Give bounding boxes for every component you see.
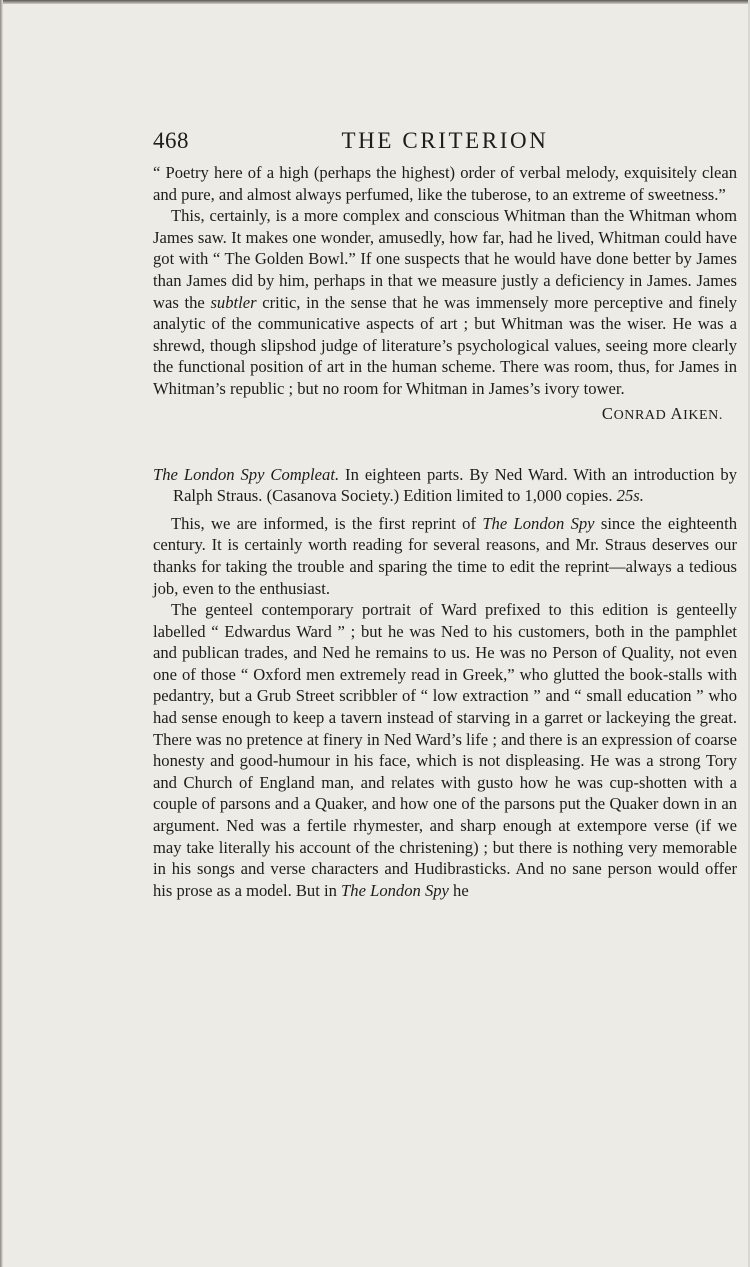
quotation-paragraph: “ Poetry here of a high (perhaps the highest) order of verbal melody, exquisitely clean and pure, and almost always perfumed, like the tuberose, to an extreme of sweetness.” [153, 163, 737, 204]
section-gap [153, 430, 737, 464]
page-top-edge [0, 0, 750, 4]
signature-initial: C [601, 403, 614, 423]
italic-title: The London Spy [341, 880, 449, 900]
signature-smallcaps: ONRAD [613, 407, 671, 423]
page-body [153, 128, 737, 901]
ned-ward-paragraph [153, 599, 737, 901]
citation-details: In eighteen parts. By Ned Ward. With an introduction by Ralph Straus. (Casanova Society.) Edition limited to 1,000 copies. [173, 464, 737, 506]
text-run: The genteel contemporary portrait of Ward prefixed to this edition is genteelly labelled “ Edwardus Ward ” ; but he was Ned to his customers, both in the pamphlet and publican trades, and Ned he remains to us. He was no Person of Quality, not even one of those “ Oxford men extremely read in Greek,” who glutted the book-stalls with pedantry, but a Grub Street scribbler of “ low extraction ” and “ small education ” who had sense enough to keep a tavern instead of starving in a garret or lackeying the great. There was no pretence at finery in Ned Ward’s life ; and there is an expression of coarse honesty and good-humour in his face, which is not displeasing. He was a strong Tory and Church of England man, and relates with gusto how he was cup-shotten with a couple of parsons and a Quaker, and how one of the parsons put the Quaker down in an argument. Ned was a fertile rhymester, and sharp enough at extempore verse (if we may take literally his account of the christening) ; but there is nothing very memorable in his songs and verse characters and Hudibrasticks. And no sane person would offer his prose as a model. But in [153, 600, 737, 900]
signature-initial: A [670, 403, 684, 423]
book-title: The London Spy Compleat. [153, 464, 340, 484]
text-run: critic, in the sense that he was immensely more perceptive and finely analytic of the communicative aspects of art ; but Whitman was the wiser. He was a shrewd, though slipshod judge of literature’s psychological values, seeing more clearly the functional position of art in the human scheme. There was room, thus, for James in Whitman’s republic ; but no room for Whitman in James’s ivory tower. [153, 292, 737, 398]
page-left-edge [0, 0, 3, 1267]
text-run: This, certainly, is a more complex and conscious Whitman than the Whitman whom James saw. It makes one wonder, amusedly, how far, had he lived, Whitman could have got with “ The Golden Bowl.” If one suspects that he would have done better by James than James did by him, perhaps in that we measure justly a deficiency in James. James was the [153, 206, 737, 312]
italic-term: subtler [210, 292, 257, 312]
text-run: he [448, 880, 469, 900]
book-citation [153, 464, 737, 507]
text-run: This, we are informed, is the first reprint of [171, 513, 483, 533]
text-run: since the eighteenth century. It is certainly worth reading for several reasons, and Mr. Straus deserves our thanks for taking the trouble and sparing the time to edit the reprint—always a tedious job, even to the enthusiast. [153, 513, 737, 598]
whitman-james-paragraph [153, 205, 737, 399]
book-price: 25s. [616, 486, 644, 506]
page-number: 468 [153, 128, 189, 153]
page-header [153, 128, 737, 162]
italic-title: The London Spy [482, 513, 595, 533]
reprint-paragraph [153, 513, 737, 599]
running-title: THE CRITERION [341, 128, 549, 153]
reviewer-signature [153, 400, 737, 430]
signature-smallcaps: IKEN. [683, 407, 723, 423]
